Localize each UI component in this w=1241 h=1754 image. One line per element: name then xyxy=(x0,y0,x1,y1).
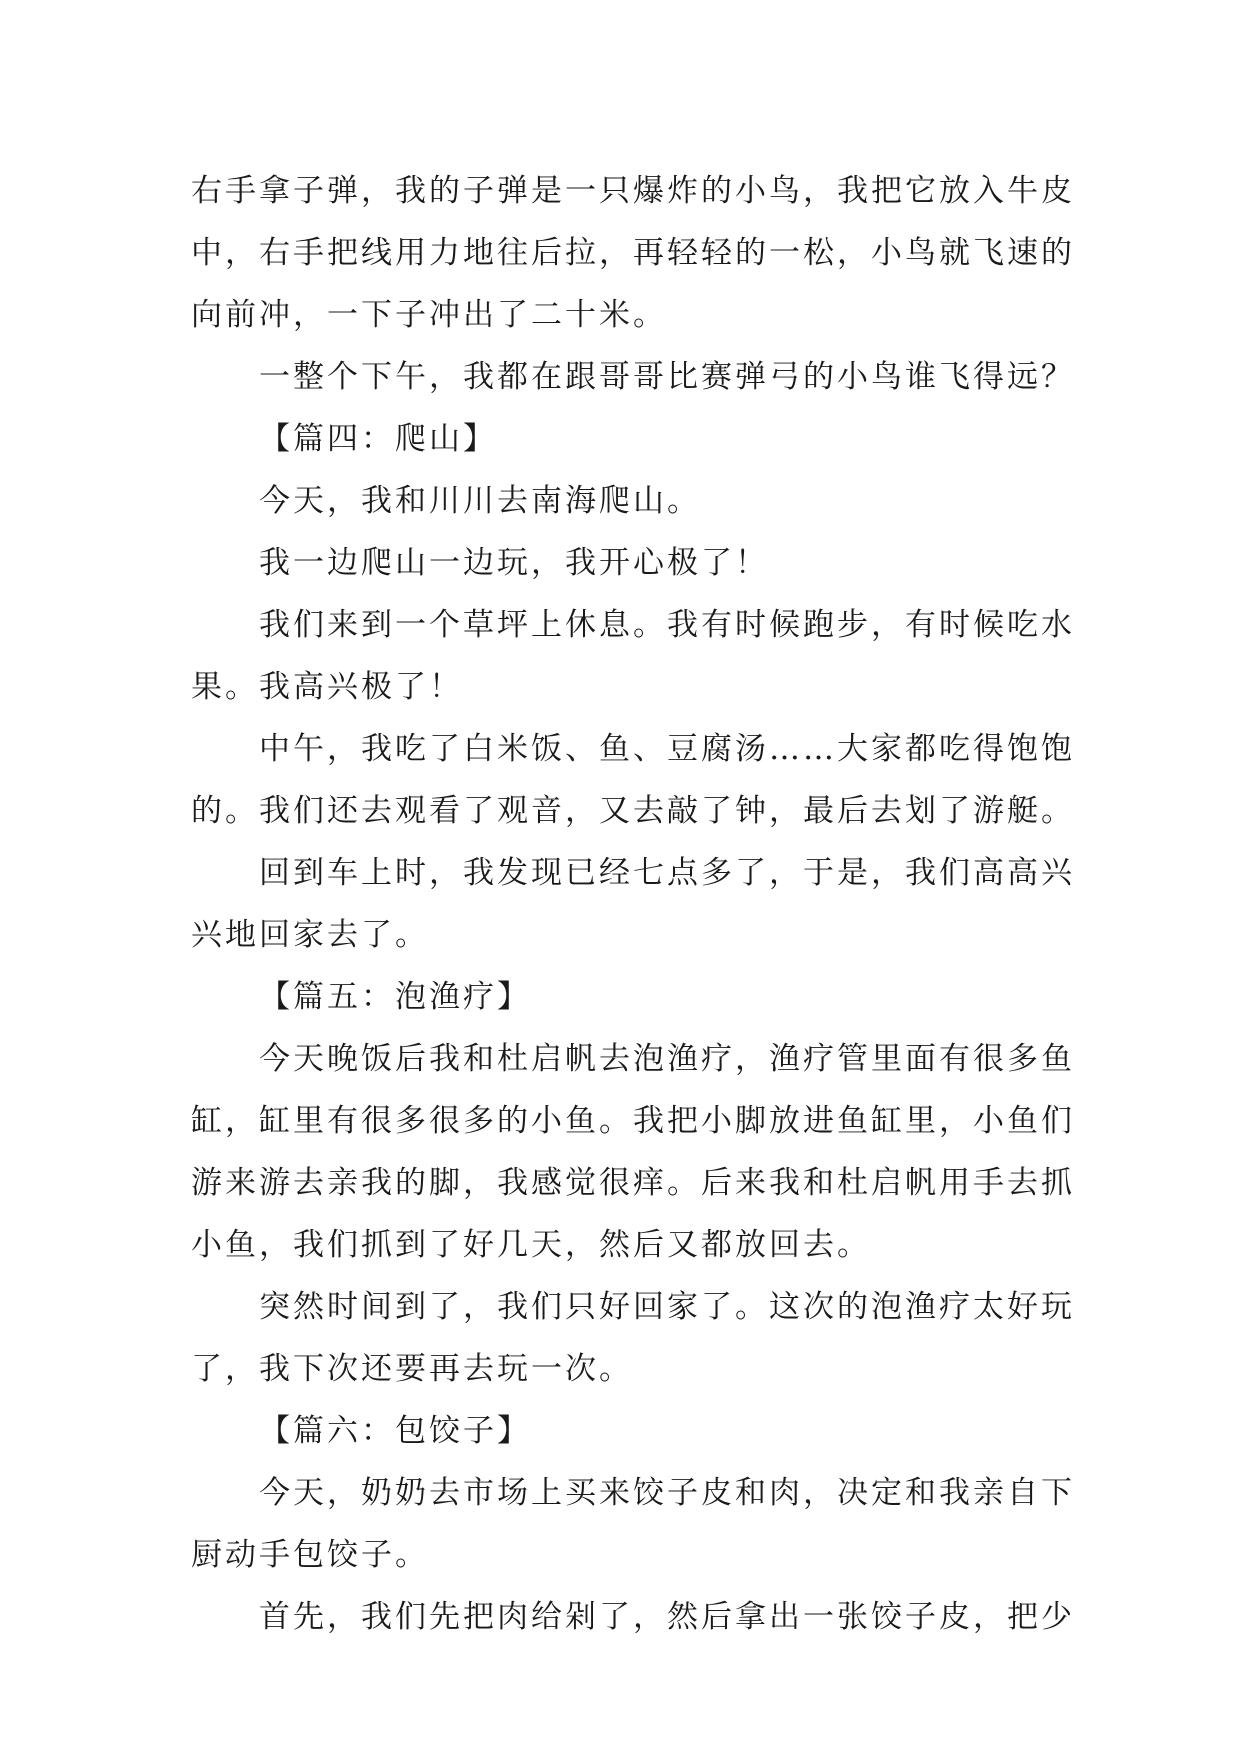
text-line: 回到车上时，我发现已经七点多了，于是，我们高高兴 xyxy=(259,855,1075,891)
text-line: 突然时间到了，我们只好回家了。这次的泡渔疗太好玩 xyxy=(259,1289,1075,1325)
text-line: 首先，我们先把肉给剁了，然后拿出一张饺子皮，把少 xyxy=(259,1599,1075,1635)
text-line: 【篇五：泡渔疗】 xyxy=(259,979,531,1015)
text-line: 果。我高兴极了！ xyxy=(191,669,463,705)
text-line: 中午，我吃了白米饭、鱼、豆腐汤……大家都吃得饱饱 xyxy=(259,731,1075,767)
text-line: 游来游去亲我的脚，我感觉很痒。后来我和杜启帆用手去抓 xyxy=(191,1165,1075,1201)
text-line: 【篇六：包饺子】 xyxy=(259,1413,531,1449)
text-line: 中，右手把线用力地往后拉，再轻轻的一松，小鸟就飞速的 xyxy=(191,235,1075,271)
text-line: 小鱼，我们抓到了好几天，然后又都放回去。 xyxy=(191,1227,871,1263)
text-line: 今天，奶奶去市场上买来饺子皮和肉，决定和我亲自下 xyxy=(259,1475,1075,1511)
text-line: 今天，我和川川去南海爬山。 xyxy=(259,483,701,519)
text-line: 一整个下午，我都在跟哥哥比赛弹弓的小鸟谁飞得远？ xyxy=(259,359,1075,395)
text-line: 的。我们还去观看了观音，又去敲了钟，最后去划了游艇。 xyxy=(191,793,1075,829)
text-line: 今天晚饭后我和杜启帆去泡渔疗，渔疗管里面有很多鱼 xyxy=(259,1041,1075,1077)
text-line: 兴地回家去了。 xyxy=(191,917,429,953)
text-line: 了，我下次还要再去玩一次。 xyxy=(191,1351,633,1387)
document-body xyxy=(191,160,1091,1648)
text-line: 我一边爬山一边玩，我开心极了！ xyxy=(259,545,769,581)
text-line: 我们来到一个草坪上休息。我有时候跑步，有时候吃水 xyxy=(259,607,1075,643)
text-line: 缸，缸里有很多很多的小鱼。我把小脚放进鱼缸里，小鱼们 xyxy=(191,1103,1075,1139)
text-line: 【篇四：爬山】 xyxy=(259,421,497,457)
text-line: 厨动手包饺子。 xyxy=(191,1537,429,1573)
text-line: 向前冲，一下子冲出了二十米。 xyxy=(191,297,667,333)
text-line: 右手拿子弹，我的子弹是一只爆炸的小鸟，我把它放入牛皮 xyxy=(191,173,1075,209)
